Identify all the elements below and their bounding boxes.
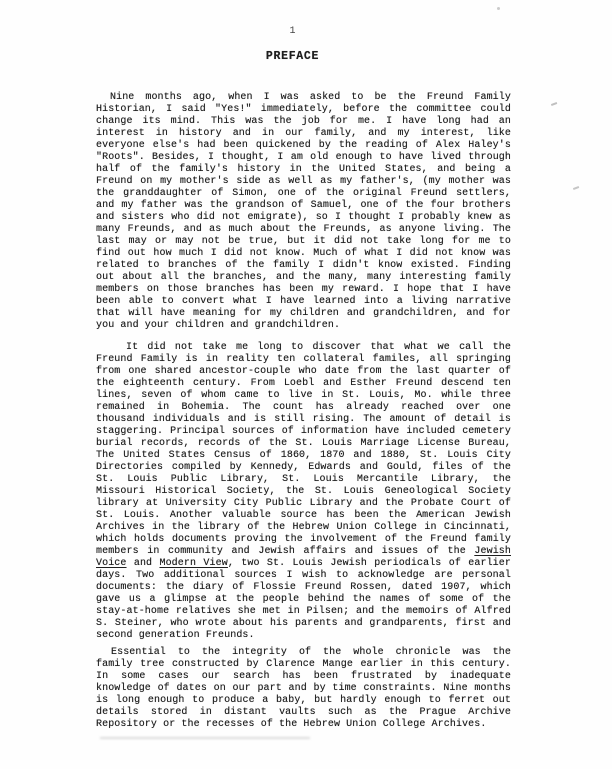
page-title: PREFACE <box>265 50 320 63</box>
text-line: gave us a glimpse at the people behind the names of some of the <box>96 594 511 605</box>
text-line: burial records, records of the St. Louis Marriage License Bureau, <box>96 438 511 449</box>
paragraph <box>96 647 511 731</box>
text-line: interest in history and in our family, and my interest, like <box>96 128 511 139</box>
underlined-text: Voice <box>96 558 127 569</box>
text-line: been able to convert what I have learned into a living narrative <box>96 296 511 307</box>
text-line: and sisters who did not emigrate), so I thought I probably knew as <box>96 212 511 223</box>
text-line: Historian, I said "Yes!" immediately, before the committee could <box>96 104 511 115</box>
text-line: Freund Family is in reality ten collateral familes, all springing <box>96 354 511 365</box>
text-line: S. Steiner, who wrote about his parents and grandparents, first and <box>96 618 511 629</box>
text-line: The United States Census of 1860, 1870 and 1880, St. Louis City <box>96 450 511 461</box>
text-line: remained in Bohemia. The count has already reached over one <box>96 402 511 413</box>
text-line: documents: the diary of Flossie Freund Rossen, dated 1907, which <box>96 582 511 593</box>
text-line: St. Louis. Another valuable source has been the American Jewish <box>96 510 511 521</box>
text-line: change its mind. This was the job for me. I have long had an <box>96 116 511 127</box>
text-line: "Roots". Besides, I thought, I am old enough to have lived through <box>96 152 511 163</box>
text-line: Voice and Modern View, two St. Louis Jewish periodicals of earlier <box>96 558 511 569</box>
text-line: and my father was the grandson of Samuel, one of the four brothers <box>96 200 511 211</box>
text-line: Repository or the recesses of the Hebrew Union College Archives. <box>96 719 487 730</box>
text-line: Essential to the integrity of the whole chronicle was the <box>111 647 511 658</box>
paragraph <box>96 342 511 642</box>
text-line: is long enough to produce a baby, but hardly enough to ferret out <box>96 695 511 706</box>
text-line: half of the family's history in the United States, and being a <box>96 164 511 175</box>
underlined-text: Jewish <box>474 546 511 557</box>
text-line: you and your children and grandchildren. <box>96 320 341 331</box>
text-line: In some cases our search has been frustrated by inadequate <box>96 671 511 682</box>
document-body <box>96 92 511 731</box>
text-line: last may or may not be true, but it did not take long for me to <box>96 236 511 247</box>
text-line: out about all the branches, and the many, many interesting family <box>96 272 511 283</box>
text-line: staggering. Principal sources of information have included cemetery <box>96 426 511 437</box>
text-line: Missouri Historical Society, the St. Louis Geneological Society <box>96 486 511 497</box>
text-line: It did not take me long to discover that what we call the <box>126 342 511 353</box>
text-line: from one shared ancestor-couple who date from the last quarter of <box>96 366 511 377</box>
scan-smudge-artifact <box>100 737 310 739</box>
text-line: find out how much I did not know. Much of what I did not know was <box>96 248 511 259</box>
underlined-text: Modern View <box>159 558 228 569</box>
text-line: members in community and Jewish affairs and issues of the Jewish <box>96 546 511 557</box>
text-line: which holds documents proving the involvement of the Freund family <box>96 534 511 545</box>
page-number: 1 <box>289 26 296 37</box>
text-line: Freund on my mother's side as well as my father's, (my mother was <box>96 176 511 187</box>
text-line: stay-at-home relatives she met in Pilsen; and the memoirs of Alfred <box>96 606 511 617</box>
scan-speck-artifact <box>497 7 500 10</box>
text-line: St. Louis Public Library, St. Louis Mercantile Library, the <box>96 474 511 485</box>
text-line: days. Two additional sources I wish to acknowledge are personal <box>96 570 511 581</box>
paragraph <box>96 92 511 332</box>
text-line: the granddaughter of Simon, one of the original Freund settlers, <box>96 188 511 199</box>
text-line: lines, seven of whom came to live in St. Louis, Mo. while three <box>96 390 511 401</box>
text-line: thousand individuals and is still rising. The amount of detail is <box>96 414 511 425</box>
scan-dash-artifact <box>573 186 579 189</box>
text-line: second generation Freunds. <box>96 630 255 641</box>
text-line: related to branches of the family I didn't know existed. Finding <box>96 260 511 271</box>
text-line: the eighteenth century. From Loebl and Esther Freund descend ten <box>96 378 511 389</box>
text-line: members on those branches has been my reward. I hope that I have <box>96 284 511 295</box>
text-line: library at University City Public Library and the Probate Court of <box>96 498 511 509</box>
text-line: many Freunds, and as much about the Freunds, as anyone living. The <box>96 224 511 235</box>
text-line: Archives in the library of the Hebrew Union College in Cincinnati, <box>96 522 511 533</box>
text-line: Directories compiled by Kennedy, Edwards and Gould, files of the <box>96 462 511 473</box>
text-line: that will have meaning for my children and grandchildren, and for <box>96 308 511 319</box>
text-line: family tree constructed by Clarence Mange earlier in this century. <box>96 659 511 670</box>
text-line: details stored in distant vaults such as the Prague Archive <box>96 707 511 718</box>
text-line: knowledge of dates on our part and by time constraints. Nine months <box>96 683 511 694</box>
scan-dash-artifact <box>551 102 557 105</box>
text-line: Nine months ago, when I was asked to be the Freund Family <box>110 92 511 103</box>
text-line: everyone else's had been quickened by the reading of Alex Haley's <box>96 140 511 151</box>
